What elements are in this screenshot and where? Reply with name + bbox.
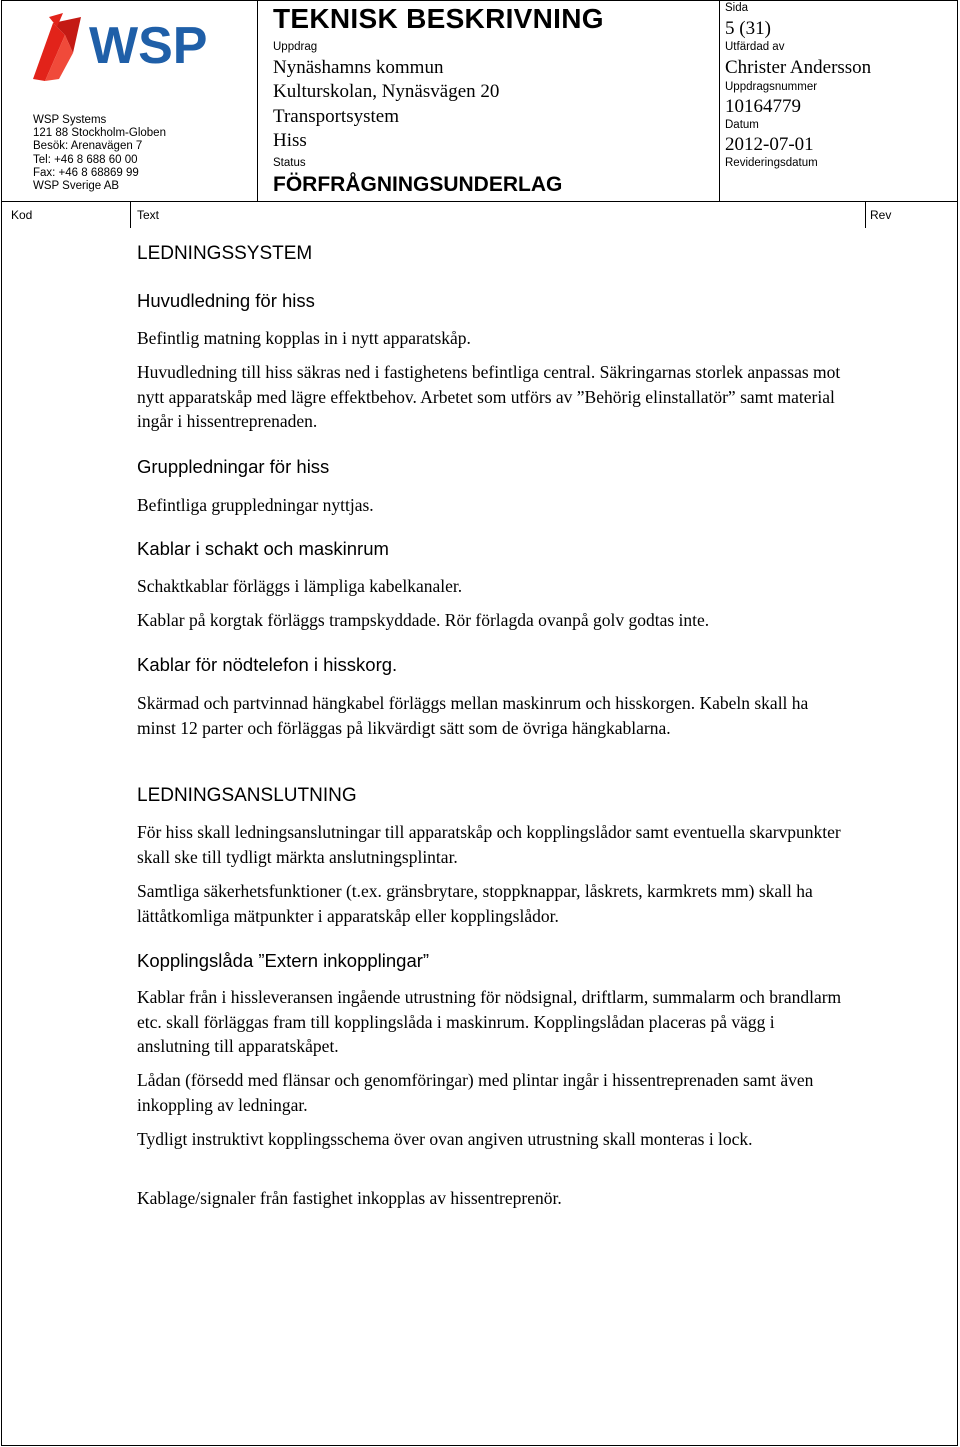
logo-wordmark: WSP <box>89 17 208 75</box>
company-line: Tel: +46 8 688 60 00 <box>33 153 138 166</box>
datum-label: Datum <box>725 119 759 131</box>
header-divider <box>257 1 258 201</box>
company-line: Besök: Arenavägen 7 <box>33 140 143 153</box>
document-title: TEKNISK BESKRIVNING <box>273 3 604 34</box>
section-heading: LEDNINGSANSLUTNING <box>137 785 357 806</box>
datum-value: 2012-07-01 <box>725 134 814 155</box>
uppdragsnummer-label: Uppdragsnummer <box>725 81 818 93</box>
paragraph: Skärmad och partvinnad hängkabel förläggs mellan maskinrum och hisskorgen. Kabeln skall ha minst 12 parter och förläggas på likvärdigt sätt som de övriga hängkablarna. <box>137 693 809 738</box>
page-border <box>1 1445 958 1446</box>
uppdrag-line: Transportsystem <box>273 106 399 127</box>
company-line: Fax: +46 8 68869 99 <box>33 166 139 179</box>
subsection-heading: Kablar i schakt och maskinrum <box>137 538 389 559</box>
paragraph: Huvudledning till hiss säkras ned i fastighetens befintliga central. Säkringarnas storlek anpassas mot nytt apparatskåp med lägre effektbehov. Arbetet som utförs av ”Behörig elinstallatör” samt material ingår i hissentreprenaden. <box>137 362 841 431</box>
company-info <box>33 114 166 193</box>
column-kod: Kod <box>11 208 33 222</box>
subsection-heading: Kopplingslåda ”Extern inkopplingar” <box>137 950 430 971</box>
uppdrag-line: Hiss <box>273 130 307 151</box>
utfardad-label: Utfärdad av <box>725 41 785 53</box>
status-value: FÖRFRÅGNINGSUNDERLAG <box>273 173 563 196</box>
uppdragsnummer-value: 10164779 <box>725 96 801 117</box>
paragraph: Schaktkablar förläggs i lämpliga kabelkanaler. <box>137 576 463 596</box>
paragraph: Samtliga säkerhetsfunktioner (t.ex. gränsbrytare, stoppknappar, låskrets, karmkrets mm) skall ha lättåtkomliga mätpunkter i apparatskåp eller kopplingslådor. <box>137 881 813 926</box>
company-line: 121 88 Stockholm-Globen <box>33 127 166 140</box>
document-header <box>1 1 958 202</box>
paragraph: Tydligt instruktivt kopplingsschema över ovan angiven utrustning skall monteras i lock. <box>137 1129 753 1149</box>
company-line: WSP Systems <box>33 114 107 126</box>
paragraph: Kablage/signaler från fastighet inkopplas av hissentreprenör. <box>137 1188 562 1208</box>
paragraph: Lådan (försedd med flänsar och genomföringar) med plintar ingår i hissentreprenaden samt även inkoppling av ledningar. <box>137 1070 814 1115</box>
status-label: Status <box>273 157 306 169</box>
paragraph: För hiss skall ledningsanslutningar till apparatskåp och kopplingslådor samt eventuella skarvpunkter skall ske till tydligt märkta anslutningsplintar. <box>137 822 841 867</box>
sida-label: Sida <box>725 2 749 14</box>
uppdrag-line: Nynäshamns kommun <box>273 57 444 78</box>
column-text: Text <box>137 208 160 222</box>
column-divider <box>865 202 866 228</box>
paragraph: Kablar på korgtak förläggs trampskyddade. Rör förlagda ovanpå golv godtas inte. <box>137 610 710 630</box>
paragraph: Befintliga gruppledningar nyttjas. <box>137 495 374 515</box>
subsection-heading: Gruppledningar för hiss <box>137 456 330 477</box>
revideringsdatum-label: Revideringsdatum <box>725 157 818 169</box>
section-heading: LEDNINGSSYSTEM <box>137 243 313 264</box>
column-header-row <box>1 202 958 228</box>
uppdrag-line: Kulturskolan, Nynäsvägen 20 <box>273 81 500 102</box>
paragraph: Kablar från i hissleveransen ingående utrustning för nödsignal, driftlarm, summalarm och brandlarm etc. skall förläggas fram till kopplingslåda i maskinrum. Kopplingslådan placeras på vägg i anslutning till apparatskåpet. <box>137 987 842 1056</box>
subsection-heading: Kablar för nödtelefon i hisskorg. <box>137 654 398 675</box>
company-line: WSP Sverige AB <box>33 180 120 193</box>
sida-value: 5 (31) <box>725 18 771 39</box>
utfardad-value: Christer Andersson <box>725 57 872 78</box>
header-divider <box>719 1 720 201</box>
uppdrag-label: Uppdrag <box>273 41 318 53</box>
wsp-logo <box>29 13 229 88</box>
column-divider <box>130 202 131 228</box>
subsection-heading: Huvudledning för hiss <box>137 290 315 311</box>
column-rev: Rev <box>870 208 892 222</box>
paragraph: Befintlig matning kopplas in i nytt apparatskåp. <box>137 328 471 348</box>
